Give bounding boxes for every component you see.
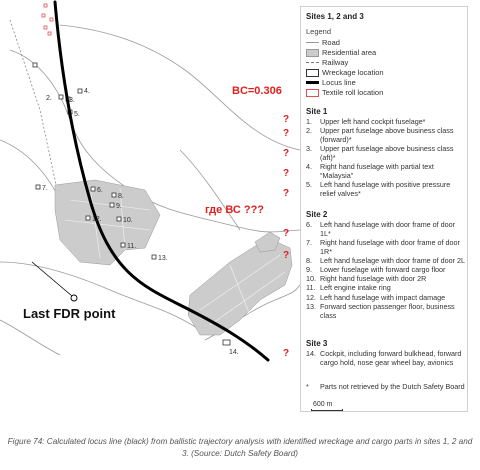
where-bc-label: где ВС ???	[205, 204, 265, 216]
textile-roll-marker	[48, 32, 51, 35]
legend-item-textile: Textile roll location	[306, 88, 383, 97]
last-fdr-point	[32, 262, 77, 301]
list-item: 2. Upper part fuselage above business class (forward)*	[306, 126, 454, 144]
question-mark: ?	[283, 228, 290, 239]
list-item: 7. Right hand fuselage with door frame of door 1R*	[306, 237, 460, 256]
textile-roll-marker	[44, 26, 47, 29]
site-label-8: 8.	[118, 193, 124, 200]
road-line-icon	[306, 42, 319, 43]
site1-title: Site 1	[306, 107, 328, 116]
wreckage-marker	[117, 217, 121, 221]
textile-roll-marker	[50, 18, 53, 21]
site-label-2: 2.	[46, 95, 52, 102]
list-item: 4. Right hand fuselage with partial text “Malaysia”	[306, 162, 434, 180]
list-item: 9. Lower fuselage with forward cargo floor	[306, 265, 446, 275]
footnote	[306, 383, 466, 392]
site3-list	[306, 350, 466, 368]
last-fdr-label: Last FDR point	[23, 306, 116, 321]
list-item: 11. Left engine intake ring	[306, 283, 391, 293]
question-mark: ?	[283, 250, 290, 261]
textile-rolls	[42, 4, 53, 35]
question-mark: ?	[283, 148, 290, 159]
site-label-6: 6.	[97, 187, 103, 194]
wreckage-marker	[112, 193, 116, 197]
question-mark: ?	[283, 188, 290, 199]
site-label-10: 10.	[123, 217, 133, 224]
figure-caption: Figure 74: Calculated locus line (black) from ballistic trajectory analysis with identified wreckage and cargo parts in sites 1, 2 and 3. (Source: Dutch Safety Board)	[7, 437, 473, 458]
legend-item-railway: Railway	[306, 58, 348, 67]
site-label-5: 5.	[74, 111, 80, 118]
site-label-12: 12.	[92, 216, 102, 223]
wreckage-marker	[121, 243, 125, 247]
list-item: 5. Left hand fuselage with positive pressure relief valves*	[306, 179, 451, 198]
wreckage-marker	[78, 89, 82, 93]
list-item: 1. Upper left hand cockpit fuselage*	[306, 117, 426, 126]
site-label-13: 13.	[158, 255, 168, 262]
site2-list	[306, 221, 466, 321]
list-item: 12. Left hand fuselage with impact damage	[306, 292, 446, 302]
textile-roll-marker	[42, 14, 45, 17]
list-item: 8. Left hand fuselage with door frame of door 2L	[306, 255, 466, 265]
scale-label: 600 m	[313, 401, 333, 408]
road	[0, 140, 60, 200]
question-mark: ?	[283, 114, 290, 125]
list-item: 14. Cockpit, including forward bulkhead, forward cargo hold, nose gear wheel bay, avionics	[306, 349, 462, 367]
site-label-9: 9.	[116, 203, 122, 210]
panel-title: Sites 1, 2 and 3	[306, 12, 364, 21]
legend-item-residential: Residential area	[306, 48, 376, 57]
road	[180, 150, 240, 230]
wreckage-marker	[33, 63, 37, 67]
wreckage-marker	[59, 95, 63, 99]
wreckage-marker	[86, 216, 90, 220]
list-item: 13. Forward section passenger floor, business class	[306, 301, 455, 320]
legend-item-locus: Locus line	[306, 78, 356, 87]
list-item: 10. Right hand fuselage with door 2R	[306, 274, 427, 284]
legend-title: Legend	[306, 27, 332, 36]
residential-site2	[55, 180, 160, 265]
question-mark: ?	[283, 128, 290, 139]
site-label-7: 7.	[42, 185, 48, 192]
footnote-item: * Parts not retrieved by the Dutch Safety Board	[306, 382, 465, 391]
bc-label: BC=0.306	[232, 85, 282, 97]
legend-item-road: Road	[306, 38, 340, 47]
site-label-11: 11.	[127, 243, 137, 250]
list-item: 3. Upper part fuselage above business class (aft)*	[306, 144, 454, 162]
outline-box-icon	[306, 69, 319, 77]
site1-list	[306, 118, 466, 199]
wreckage-marker	[110, 203, 114, 207]
wreckage-marker	[223, 340, 230, 345]
red-box-icon	[306, 89, 319, 97]
site-label-4: 4.	[84, 88, 90, 95]
legend-panel	[300, 6, 468, 412]
textile-roll-marker	[44, 4, 47, 7]
thick-line-icon	[306, 81, 319, 84]
residential-site3	[188, 238, 292, 335]
question-mark: ?	[283, 168, 290, 179]
question-mark: ?	[283, 348, 290, 359]
list-item: 6. Left hand fuselage with door frame of door 1L*	[306, 220, 456, 238]
wreckage-marker	[152, 255, 156, 259]
wreckage-marker	[36, 185, 40, 189]
site-label-14: 14.	[229, 349, 239, 356]
legend-item-wreckage: Wreckage location	[306, 68, 384, 77]
dashed-line-icon	[306, 62, 319, 63]
site2-title: Site 2	[306, 210, 328, 219]
wreckage-marker	[91, 187, 95, 191]
scale-line	[311, 409, 343, 411]
gray-box-icon	[306, 49, 319, 57]
road	[0, 320, 60, 355]
site3-title: Site 3	[306, 339, 328, 348]
site-label-3: 3.	[69, 97, 75, 104]
